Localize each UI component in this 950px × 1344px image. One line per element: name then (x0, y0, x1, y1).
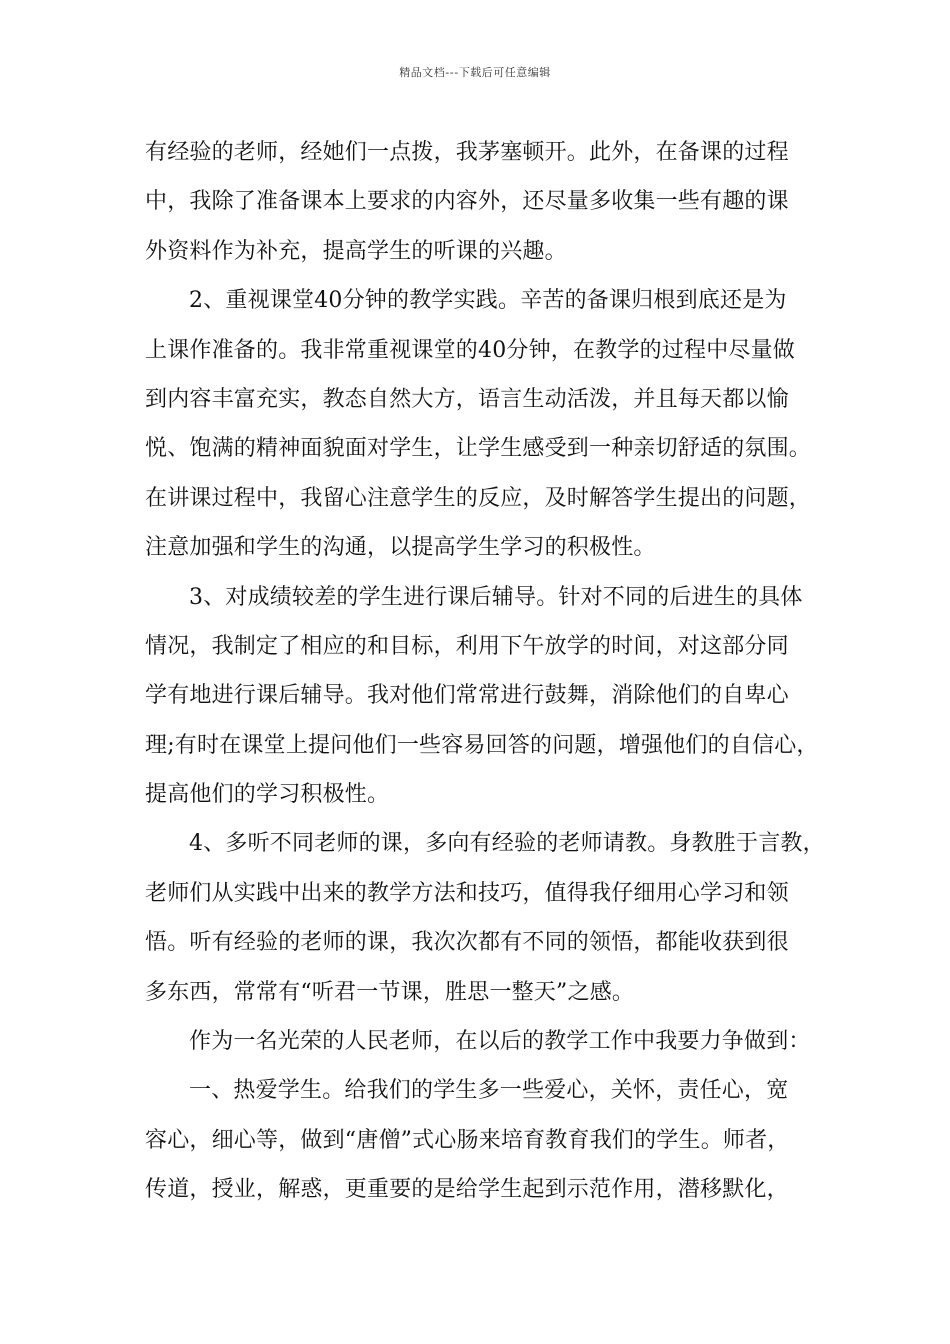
text-line: 到内容丰富充实，教态自然大方，语言生动活泼，并且每天都以愉 (145, 386, 789, 412)
text-line: 老师们从实践中出来的教学方法和技巧，值得我仔细用心学习和领 (145, 880, 789, 906)
text-line: 情况，我制定了相应的和目标，利用下午放学的时间，对这部分同 (145, 633, 789, 659)
text-line: 悦、饱满的精神面貌面对学生，让学生感受到一种亲切舒适的氛围。 (145, 436, 812, 462)
paragraph-4-start: 4、多听不同老师的课，多向有经验的老师请教。身教胜于言教， (189, 831, 825, 857)
text-line: 容心，细心等，做到“唐僧”式心肠来培育教育我们的学生。师者， (145, 1127, 790, 1153)
text-line: 学有地进行课后辅导。我对他们常常进行鼓舞，消除他们的自卑心 (145, 683, 789, 709)
text-line: 注意加强和学生的沟通，以提高学生学习的积极性。 (145, 535, 656, 561)
document-body (145, 128, 825, 1215)
paragraph-2-start: 2、重视课堂40分钟的教学实践。辛苦的备课归根到底还是为 (189, 288, 787, 314)
text-line: 多东西，常常有“听君一节课，胜思一整天”之感。 (145, 979, 635, 1005)
text-line: 中，我除了准备课本上要求的内容外，还尽量多收集一些有趣的课 (145, 189, 789, 215)
page-header: 精品文档---下载后可任意编辑 (399, 66, 551, 79)
text-line: 上课作准备的。我非常重视课堂的40分钟，在教学的过程中尽量做 (145, 337, 795, 363)
text-line: 有经验的老师，经她们一点拨，我茅塞顿开。此外，在备课的过程 (145, 140, 789, 165)
text-line: 在讲课过程中，我留心注意学生的反应，及时解答学生提出的问题， (145, 485, 812, 511)
text-line: 传道，授业，解惑，更重要的是给学生起到示范作用，潜移默化， (145, 1177, 789, 1203)
text-line: 提高他们的学习积极性。 (145, 782, 390, 808)
paragraph-3-start: 3、对成绩较差的学生进行课后辅导。针对不同的后进生的具体 (189, 584, 803, 610)
text-line: 理;有时在课堂上提问他们一些容易回答的问题，增强他们的自信心， (145, 732, 819, 758)
text-line: 外资料作为补充，提高学生的听课的兴趣。 (145, 238, 567, 264)
paragraph-point-1-start: 一、热爱学生。给我们的学生多一些爱心，关怀，责任心，宽 (189, 1078, 789, 1104)
text-line: 悟。听有经验的老师的课，我次次都有不同的领悟，都能收获到很 (145, 930, 789, 956)
paragraph-intro: 作为一名光荣的人民老师，在以后的教学工作中我要力争做到： (189, 1029, 811, 1055)
